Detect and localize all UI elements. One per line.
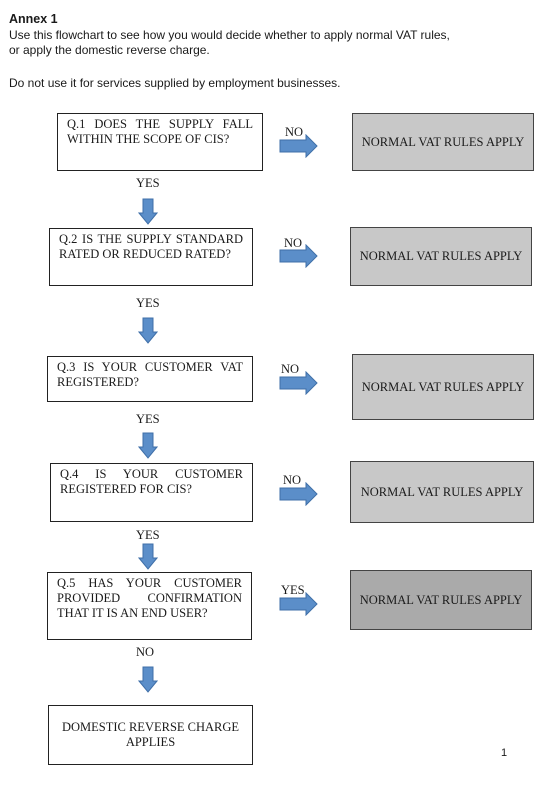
right-arrow-icon	[279, 134, 319, 158]
question-5-box: Q.5 HAS YOUR CUSTOMER PROVIDED CONFIRMATION THAT IT IS AN END USER?	[47, 572, 252, 640]
right-arrow-icon	[279, 482, 319, 506]
q3-yes-label: YES	[136, 412, 160, 426]
q1-no-label: NO	[285, 125, 304, 139]
right-arrow-icon	[279, 592, 319, 616]
outcome-2-box: NORMAL VAT RULES APPLY	[350, 227, 532, 286]
q4-no-label: NO	[283, 473, 302, 487]
right-arrow-icon	[279, 244, 319, 268]
down-arrow-icon	[138, 543, 158, 570]
down-arrow-icon	[138, 666, 158, 693]
q3-no-label: NO	[281, 362, 300, 376]
question-1-box: Q.1 DOES THE SUPPLY FALL WITHIN THE SCOPE OF CIS?	[57, 113, 263, 171]
q2-no-label: NO	[284, 236, 303, 250]
intro-line-2: or apply the domestic reverse charge.	[9, 43, 210, 57]
intro-line-1: Use this flowchart to see how you would decide whether to apply normal VAT rules,	[9, 28, 450, 42]
down-arrow-icon	[138, 317, 158, 344]
question-3-box: Q.3 IS YOUR CUSTOMER VAT REGISTERED?	[47, 356, 253, 402]
usage-note: Do not use it for services supplied by employment businesses.	[9, 76, 341, 90]
reverse-charge-box: DOMESTIC REVERSE CHARGE APPLIES	[48, 705, 253, 765]
down-arrow-icon	[138, 432, 158, 459]
question-4-box: Q.4 IS YOUR CUSTOMER REGISTERED FOR CIS?	[50, 463, 253, 522]
q2-yes-label: YES	[136, 296, 160, 310]
q4-yes-label: YES	[136, 528, 160, 542]
annex-heading: Annex 1	[9, 12, 58, 26]
page-number: 1	[501, 747, 508, 759]
outcome-3-box: NORMAL VAT RULES APPLY	[352, 354, 534, 420]
outcome-1-box: NORMAL VAT RULES APPLY	[352, 113, 534, 171]
down-arrow-icon	[138, 198, 158, 225]
outcome-5-box: NORMAL VAT RULES APPLY	[350, 570, 532, 630]
q1-yes-label: YES	[136, 176, 160, 190]
question-2-box: Q.2 IS THE SUPPLY STANDARD RATED OR REDUCED RATED?	[49, 228, 253, 286]
q5-no-label: NO	[136, 645, 155, 659]
right-arrow-icon	[279, 371, 319, 395]
outcome-4-box: NORMAL VAT RULES APPLY	[350, 461, 534, 523]
q5-yes-label: YES	[281, 583, 305, 597]
